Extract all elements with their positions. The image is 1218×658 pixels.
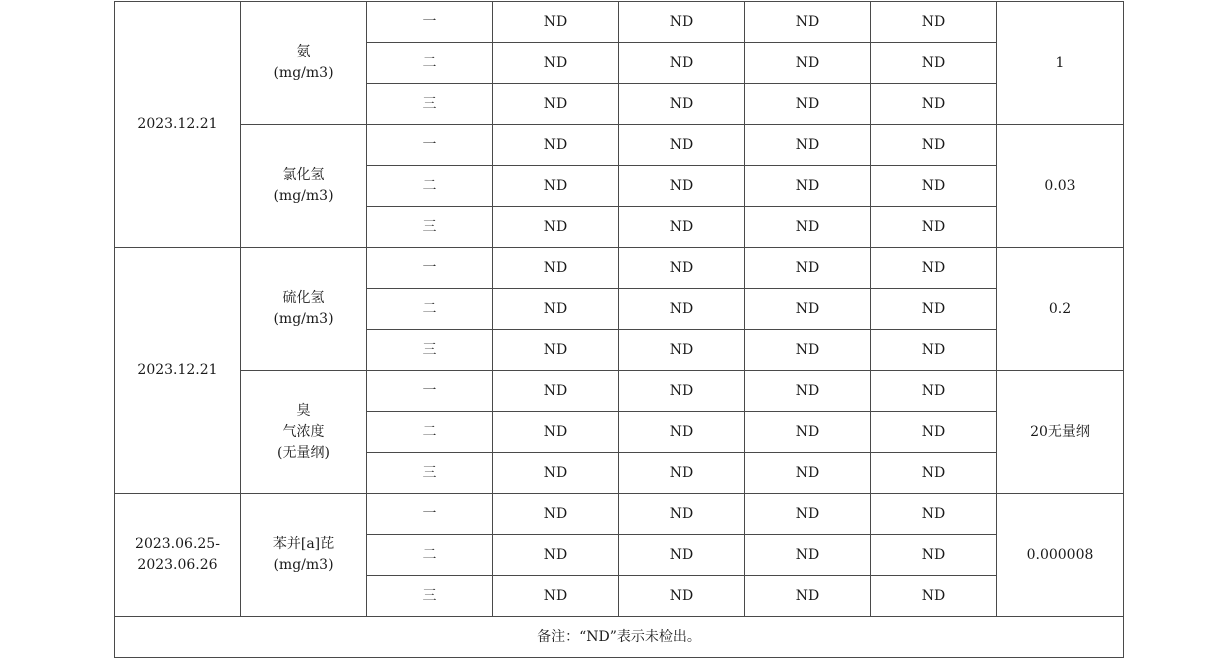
result-cell: ND <box>745 330 871 371</box>
pollutant-name-cell <box>241 248 367 371</box>
result-cell: ND <box>745 207 871 248</box>
limit-value-cell: 0.000008 <box>997 494 1124 617</box>
sample-seq-cell: 三 <box>367 330 493 371</box>
table-row <box>115 125 1124 166</box>
result-cell: ND <box>493 207 619 248</box>
result-cell: ND <box>871 453 997 494</box>
sample-seq-cell: 二 <box>367 289 493 330</box>
result-cell: ND <box>871 289 997 330</box>
result-cell: ND <box>745 43 871 84</box>
result-cell: ND <box>745 2 871 43</box>
result-cell: ND <box>493 371 619 412</box>
result-cell: ND <box>493 43 619 84</box>
limit-value-cell: 20无量纲 <box>997 371 1124 494</box>
result-cell: ND <box>871 207 997 248</box>
result-cell: ND <box>493 248 619 289</box>
result-cell: ND <box>871 576 997 617</box>
table-footnote: 备注：“ND”表示未检出。 <box>115 617 1124 658</box>
result-cell: ND <box>745 248 871 289</box>
sample-seq-cell: 三 <box>367 453 493 494</box>
result-cell: ND <box>619 125 745 166</box>
result-cell: ND <box>745 125 871 166</box>
sampling-date-cell: 2023.12.21 <box>115 2 241 248</box>
result-cell: ND <box>493 2 619 43</box>
sample-seq-cell: 二 <box>367 412 493 453</box>
result-cell: ND <box>493 166 619 207</box>
sample-seq-cell: 三 <box>367 84 493 125</box>
sample-seq-cell: 三 <box>367 207 493 248</box>
monitoring-results-table <box>114 1 1124 658</box>
limit-value-cell: 0.03 <box>997 125 1124 248</box>
sample-seq-cell: 一 <box>367 248 493 289</box>
result-cell: ND <box>493 453 619 494</box>
result-cell: ND <box>871 535 997 576</box>
result-cell: ND <box>619 494 745 535</box>
table-row <box>115 2 1124 43</box>
pollutant-name: 氨 <box>296 44 311 60</box>
sampling-date-end: 2023.06.26 <box>137 557 218 573</box>
pollutant-name-line1: 臭 <box>296 402 311 419</box>
table-row <box>115 371 1124 412</box>
table-row <box>115 248 1124 289</box>
sample-seq-cell: 二 <box>367 43 493 84</box>
sampling-date-cell <box>115 494 241 617</box>
result-cell: ND <box>745 494 871 535</box>
pollutant-unit: (mg/m3) <box>273 557 334 573</box>
sampling-date-cell: 2023.12.21 <box>115 248 241 494</box>
sample-seq-cell: 一 <box>367 494 493 535</box>
result-cell: ND <box>745 576 871 617</box>
result-cell: ND <box>619 248 745 289</box>
result-cell: ND <box>871 330 997 371</box>
table-row <box>115 494 1124 535</box>
result-cell: ND <box>745 535 871 576</box>
result-cell: ND <box>619 453 745 494</box>
sampling-date-start: 2023.06.25- <box>135 536 220 552</box>
result-cell: ND <box>871 412 997 453</box>
result-cell: ND <box>871 84 997 125</box>
result-cell: ND <box>619 412 745 453</box>
result-cell: ND <box>871 2 997 43</box>
result-cell: ND <box>619 166 745 207</box>
result-cell: ND <box>493 84 619 125</box>
result-cell: ND <box>619 576 745 617</box>
result-cell: ND <box>619 207 745 248</box>
sample-seq-cell: 一 <box>367 125 493 166</box>
sample-seq-cell: 三 <box>367 576 493 617</box>
result-cell: ND <box>871 494 997 535</box>
pollutant-unit: (mg/m3) <box>273 311 334 327</box>
result-cell: ND <box>493 535 619 576</box>
result-cell: ND <box>871 43 997 84</box>
sample-seq-cell: 一 <box>367 371 493 412</box>
result-cell: ND <box>493 412 619 453</box>
pollutant-name-cell <box>241 125 367 248</box>
pollutant-name: 苯并[a]芘 <box>272 536 335 552</box>
pollutant-unit: (mg/m3) <box>273 188 334 204</box>
result-cell: ND <box>745 412 871 453</box>
limit-value-cell: 0.2 <box>997 248 1124 371</box>
result-cell: ND <box>745 84 871 125</box>
sample-seq-cell: 二 <box>367 535 493 576</box>
result-cell: ND <box>493 289 619 330</box>
sample-seq-cell: 二 <box>367 166 493 207</box>
result-cell: ND <box>493 494 619 535</box>
result-cell: ND <box>619 43 745 84</box>
result-cell: ND <box>619 289 745 330</box>
result-cell: ND <box>619 371 745 412</box>
result-cell: ND <box>745 289 871 330</box>
result-cell: ND <box>871 166 997 207</box>
result-cell: ND <box>745 453 871 494</box>
limit-value-cell: 1 <box>997 2 1124 125</box>
result-cell: ND <box>493 576 619 617</box>
pollutant-name-line2: 气浓度 <box>282 423 325 440</box>
pollutant-unit: (mg/m3) <box>273 65 334 81</box>
pollutant-name-cell <box>241 2 367 125</box>
pollutant-name: 硫化氢 <box>282 290 325 306</box>
result-cell: ND <box>619 84 745 125</box>
result-cell: ND <box>493 330 619 371</box>
result-cell: ND <box>493 125 619 166</box>
result-cell: ND <box>871 125 997 166</box>
result-cell: ND <box>871 371 997 412</box>
sample-seq-cell: 一 <box>367 2 493 43</box>
pollutant-name-cell <box>241 371 367 494</box>
pollutant-name: 氯化氢 <box>282 167 325 183</box>
result-cell: ND <box>619 535 745 576</box>
result-cell: ND <box>619 330 745 371</box>
pollutant-name-cell <box>241 494 367 617</box>
result-cell: ND <box>745 371 871 412</box>
result-cell: ND <box>745 166 871 207</box>
result-cell: ND <box>619 2 745 43</box>
result-cell: ND <box>871 248 997 289</box>
pollutant-unit: (无量纲) <box>277 444 330 461</box>
table-note-row <box>115 617 1124 658</box>
